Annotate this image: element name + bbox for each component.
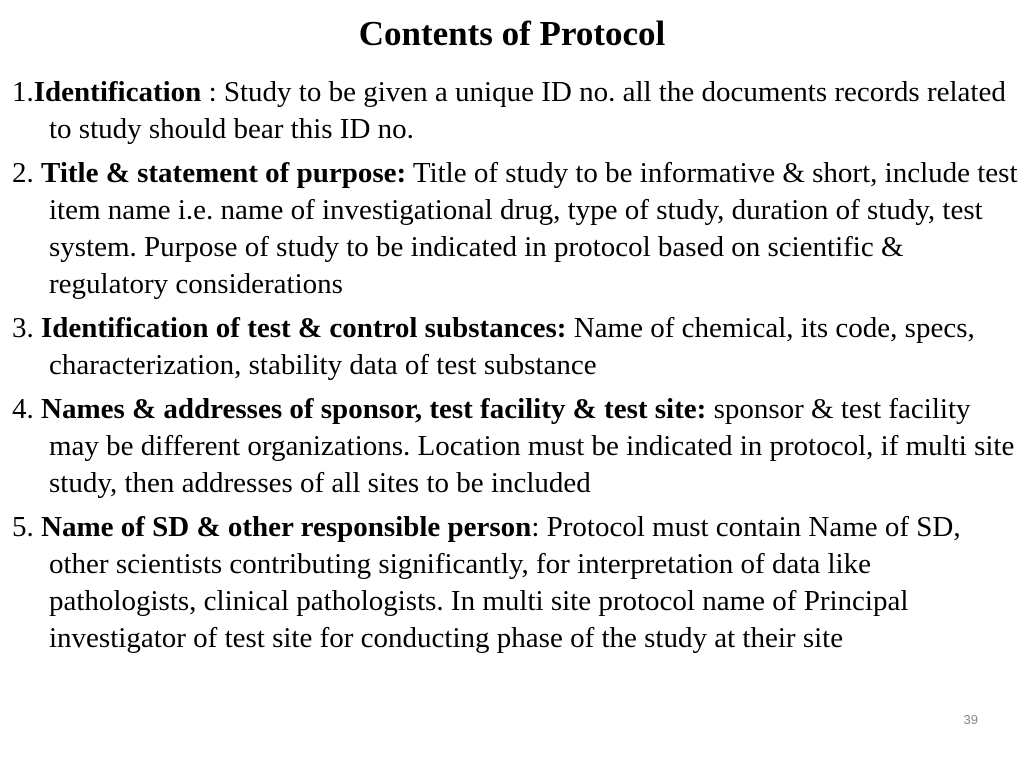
item-separator bbox=[406, 157, 413, 189]
slide-title: Contents of Protocol bbox=[358, 14, 666, 53]
list-item-sponsor-addresses bbox=[12, 391, 1018, 502]
list-item-title-purpose bbox=[12, 155, 1018, 303]
item-label: Name of SD & other responsible person bbox=[41, 511, 532, 543]
item-label: Title & statement of purpose: bbox=[41, 157, 407, 189]
item-label: Identification bbox=[33, 76, 202, 108]
protocol-contents-list bbox=[12, 74, 1018, 664]
item-label: Names & addresses of sponsor, test facility & test site: bbox=[41, 393, 707, 425]
item-label: Identification of test & control substances: bbox=[41, 312, 567, 344]
item-text: Title of study to be informative & short, include test item name i.e. name of investigational drug, type of study, duration of study, test system. Purpose of study to be indicated in protocol based on scientific & regulatory considerations bbox=[49, 157, 1018, 300]
list-item-identification bbox=[12, 74, 1018, 148]
item-text: Name of chemical, its code, specs, characterization, stability data of test substance bbox=[49, 312, 975, 381]
item-number: 2. bbox=[12, 157, 41, 189]
item-number: 1. bbox=[12, 76, 34, 108]
item-separator: : bbox=[531, 511, 547, 543]
item-text: sponsor & test facility may be different organizations. Location must be indicated in protocol, if multi site study, then addresses of all sites to be included bbox=[49, 393, 1015, 499]
item-number: 4. bbox=[12, 393, 41, 425]
item-separator: : bbox=[201, 76, 224, 108]
item-text: Study to be given a unique ID no. all the documents records related to study should bear this ID no. bbox=[49, 76, 1006, 145]
item-text: Protocol must contain Name of SD, other scientists contributing significantly, for interpretation of data like pathologists, clinical pathologists. In multi site protocol name of Principal investigator of test site for conducting phase of the study at their site bbox=[49, 511, 961, 654]
item-separator bbox=[706, 393, 713, 425]
page-number: 39 bbox=[963, 712, 978, 727]
list-item-responsible-person bbox=[12, 509, 1018, 657]
list-item-test-control-substances bbox=[12, 310, 1018, 384]
item-number: 3. bbox=[12, 312, 41, 344]
item-number: 5. bbox=[12, 511, 41, 543]
item-separator bbox=[566, 312, 573, 344]
